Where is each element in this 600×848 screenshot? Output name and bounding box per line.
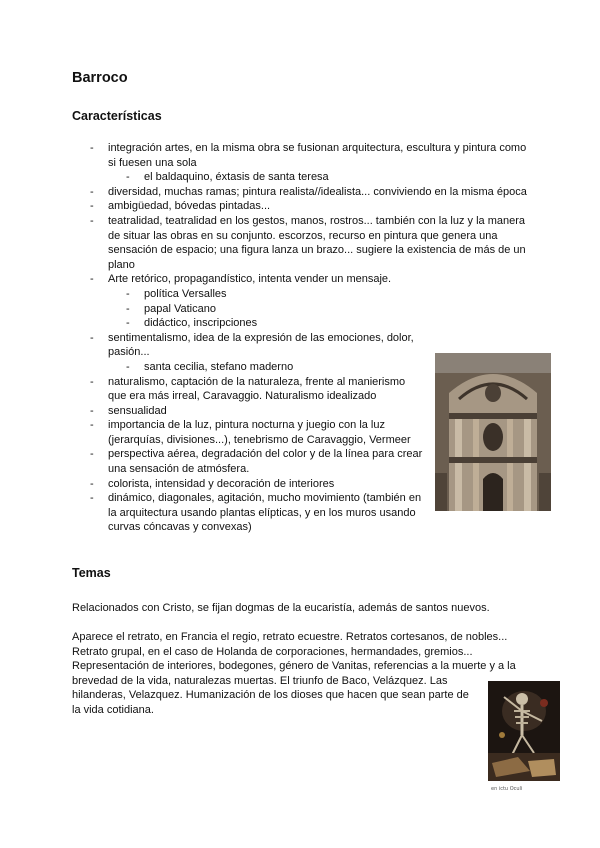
list-item: - perspectiva aérea, degradación del color y de la línea para crear una sensación de atmósfera.: [88, 447, 426, 476]
sub-list-item: - didáctico, inscripciones: [108, 316, 528, 331]
list-item: - teatralidad, teatralidad en los gestos, manos, rostros... también con la luz y la manera de situar las obras en su conjunto. escorzos, recurso en pintura que genera una sensación de espacio; una figura lanza un brazo... sugiere la existencia de más de un plano: [88, 214, 528, 272]
list-item: - dinámico, diagonales, agitación, mucho movimiento (también en la arquitectura usando plantas elípticas, y en los muros usando curvas cóncavas y convexas): [88, 491, 426, 535]
sub-list-item: - política Versalles: [108, 287, 528, 302]
sub-list: [108, 360, 426, 375]
sub-list-item: - papal Vaticano: [108, 302, 528, 317]
list-item: - colorista, intensidad y decoración de interiores: [88, 477, 426, 492]
sub-list-item: - el baldaquino, éxtasis de santa teresa: [108, 170, 528, 185]
sub-list-item: - santa cecilia, stefano maderno: [108, 360, 426, 375]
section-heading-caracteristicas: Características: [72, 109, 162, 123]
list-item: - importancia de la luz, pintura nocturna y juegio con la luz (jerarquías, divisiones...), tenebrismo de Caravaggio, Vermeer: [88, 418, 426, 447]
skeleton-painting-icon: [488, 681, 560, 781]
list-item: - sensualidad: [88, 404, 426, 419]
temas-paragraph-2: Aparece el retrato, en Francia el regio, retrato ecuestre. Retratos cortesanos, de nobles... Retrato grupal, en el caso de Holanda de corporaciones, hermandades, gremios... Representación de interiores, bodegones, género de Vanitas, referencias a la muerte y a la brevedad de la vida, naturalezas muertas. El triunfo de Baco, Velázquez. Las hilanderas, Velazquez. Humanización de los dioses que hacen que sean parte de la vida cotidiana.: [72, 631, 516, 716]
document-title: Barroco: [72, 70, 128, 86]
list-item: - naturalismo, captación de la naturaleza, frente al manierismo que era más irreal, Caravaggio. Naturalismo idealizado: [88, 375, 426, 404]
vanitas-painting-photo: [488, 681, 560, 781]
list-item: - sentimentalismo, idea de la expresión de las emociones, dolor, pasión... - santa cecilia, stefano maderno: [88, 331, 426, 375]
section-heading-temas: Temas: [72, 566, 111, 580]
temas-paragraph-1: Relacionados con Cristo, se fijan dogmas de la eucaristía, además de santos nuevos.: [72, 602, 490, 614]
list-item: - integración artes, en la misma obra se fusionan arquitectura, escultura y pintura como si fuesen una sola - el baldaquino, éxtasis de santa teresa: [88, 141, 528, 185]
painting-caption: en ictu Oculi: [491, 786, 523, 792]
facade-illustration-icon: [435, 353, 551, 511]
baroque-facade-photo: [435, 353, 551, 511]
list-item: - diversidad, muchas ramas; pintura realista//idealista... conviviendo en la misma época: [88, 185, 528, 200]
sub-list: [108, 170, 528, 185]
sub-list: [108, 287, 528, 331]
list-item: - ambigüedad, bóvedas pintadas...: [88, 199, 528, 214]
list-item: - Arte retórico, propagandístico, intenta vender un mensaje. - política Versalles - papal Vaticano - didáctico, inscripciones: [88, 272, 528, 330]
